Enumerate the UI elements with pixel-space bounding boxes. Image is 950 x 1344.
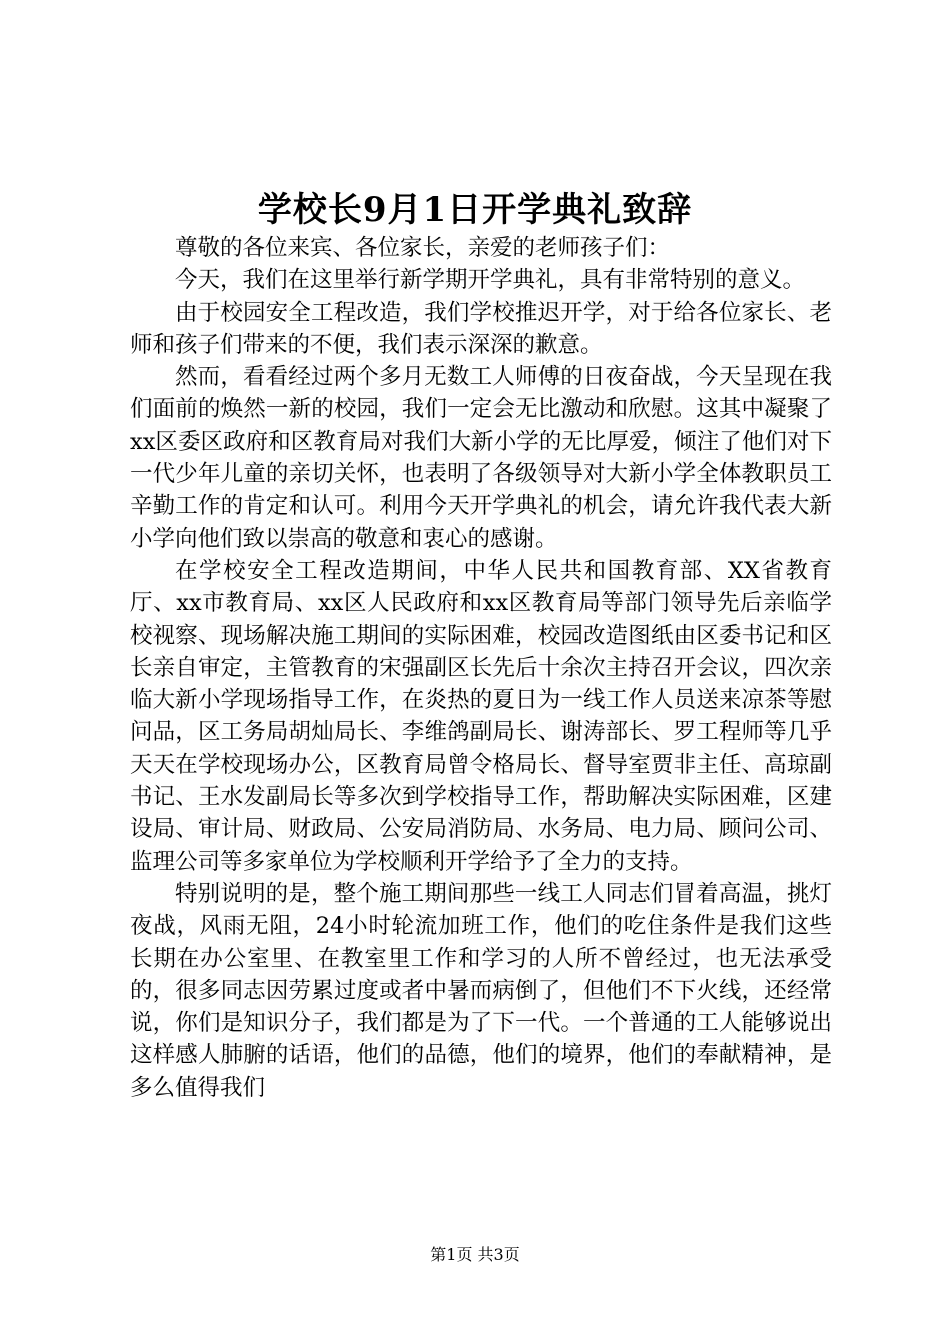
- salutation-paragraph: 尊敬的各位来宾、各位家长，亲爱的老师孩子们：: [175, 235, 671, 261]
- body-paragraph: 今天，我们在这里举行新学期开学典礼，具有非常特别的意义。: [175, 267, 806, 294]
- page-number-footer: 第1页 共3页: [430, 1245, 520, 1264]
- body-paragraph: 然而，看看经过两个多月无数工人师傅的日夜奋战，今天呈现在我们面前的焕然一新的校园，我们一定会无比激动和欣慰。这其中凝聚了xx区委区政府和区教育局对我们大新小学的无比厚爱，倾注了他们对下一代少年儿童的亲切关怀，也表明了各级领导对大新小学全体教职员工辛勤工作的肯定和认可。利用今天开学典礼的机会，请允许我代表大新小学向他们致以崇高的敬意和衷心的感谢。: [130, 364, 832, 552]
- body-paragraph: 特别说明的是，整个施工期间那些一线工人同志们冒着高温，挑灯夜战，风雨无阻，24小时轮流加班工作，他们的吃住条件是我们这些长期在办公室里、在教室里工作和学习的人所不曾经过，也无法承受的，很多同志因劳累过度或者中暑而病倒了，但他们不下火线，还经常说，你们是知识分子，我们都是为了下一代。一个普通的工人能够说出这样感人肺腑的话语，他们的品德，他们的境界，他们的奉献精神，是多么值得我们: [130, 880, 832, 1101]
- body-paragraph: 在学校安全工程改造期间，中华人民共和国教育部、XX省教育厅、xx市教育局、xx区人民政府和xx区教育局等部门领导先后亲临学校视察、现场解决施工期间的实际困难，校园改造图纸由区委书记和区长亲自审定，主管教育的宋强副区长先后十余次主持召开会议，四次亲临大新小学现场指导工作，在炎热的夏日为一线工作人员送来凉茶等慰问品，区工务局胡灿局长、李维鸽副局长、谢涛部长、罗工程师等几乎天天在学校现场办公，区教育局曾令格局长、督导室贾非主任、高琼副书记、王水发副局长等多次到学校指导工作，帮助解决实际困难，区建设局、审计局、财政局、公安局消防局、水务局、电力局、顾问公司、监理公司等多家单位为学校顺利开学给予了全力的支持。: [130, 557, 832, 875]
- document-title: 学校长9月1日开学典礼致辞: [257, 190, 693, 230]
- document-body: [130, 232, 832, 1104]
- body-paragraph: 由于校园安全工程改造，我们学校推迟开学，对于给各位家长、老师和孩子们带来的不便，我们表示深深的歉意。: [130, 299, 832, 358]
